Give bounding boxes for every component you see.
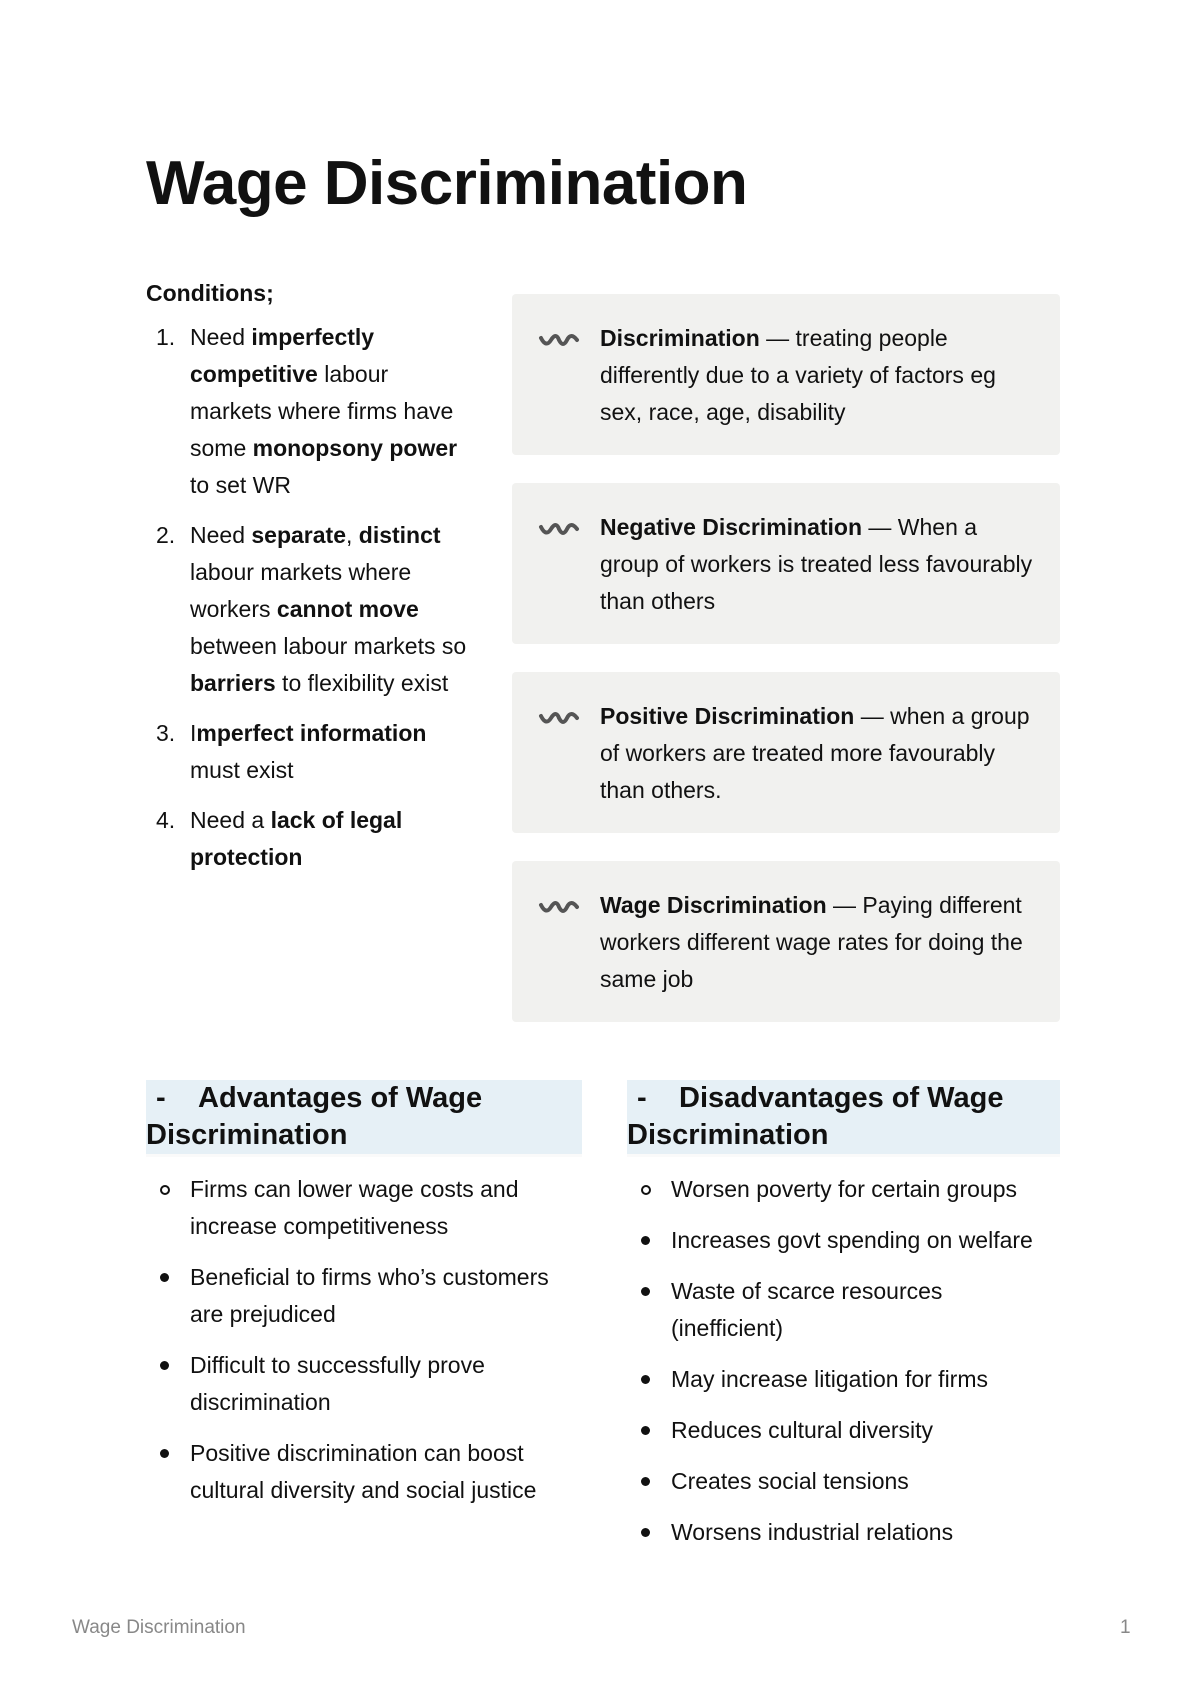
disadvantages-section [627,1080,1060,1565]
callout-term: Negative Discrimination [600,514,863,540]
callout-negative-discrimination [512,483,1060,644]
callout-wage-discrimination [512,861,1060,1022]
condition-emphasis: separate [251,522,346,548]
condition-text: to flexibility exist [275,670,449,696]
list-item: Beneficial to firms who’s customers are prejudiced [146,1259,582,1333]
list-item: Difficult to successfully prove discrimination [146,1347,582,1421]
wave-icon [538,897,580,917]
callout-term: Discrimination [600,325,760,351]
condition-text: Need [190,324,252,350]
footer-page-number: 1 [1120,1617,1131,1638]
condition-emphasis: barriers [190,670,276,696]
list-item: May increase litigation for firms [627,1361,1060,1398]
callout-positive-discrimination [512,672,1060,833]
callout-text: — when a group of workers are treated more favourably than others. [600,703,1030,803]
condition-text: to set WR [190,472,291,498]
condition-item [146,802,476,876]
callout-text: — treating people differently due to a variety of factors eg sex, race, age, disability [600,325,996,425]
list-item: Worsens industrial relations [627,1514,1060,1551]
footer-doc-title: Wage Discrimination [72,1617,246,1638]
wave-icon [538,708,580,728]
list-item: Reduces cultural diversity [627,1412,1060,1449]
callout-text: — When a group of workers is treated less favourably than others [600,514,1033,614]
condition-number: 3. [156,720,176,746]
list-item: Firms can lower wage costs and increase competitiveness [146,1171,582,1245]
list-item: Waste of scarce resources (inefficient) [627,1273,1060,1347]
conditions-heading: Conditions; [146,280,274,306]
condition-emphasis: imperfectly competitive [190,324,375,387]
condition-item [146,319,476,504]
condition-text: labour markets where firms have some [190,361,454,461]
callout-text: — Paying different workers different wage rates for doing the same job [600,892,1023,992]
condition-item [146,517,476,702]
wave-icon [538,519,580,539]
heading-dash: - [156,1082,166,1114]
condition-number: 4. [156,807,176,833]
condition-number: 1. [156,324,176,350]
condition-emphasis: distinct [358,522,441,548]
disadvantages-list [627,1171,1060,1551]
heading-dash: - [637,1082,647,1114]
wave-icon [538,330,580,350]
condition-text: Need a [190,807,271,833]
condition-text: , [346,522,359,548]
condition-text: Need [190,522,252,548]
callout-term: Wage Discrimination [600,892,827,918]
condition-emphasis: cannot move [276,596,419,622]
condition-number: 2. [156,522,176,548]
condition-item [146,715,476,789]
condition-emphasis: monopsony power [252,435,458,461]
condition-text: between labour markets so [190,633,467,659]
condition-text: labour markets where workers [190,559,412,622]
condition-text: I [190,720,197,746]
page-title: Wage Discrimination [146,149,748,218]
list-item: Worsen poverty for certain groups [627,1171,1060,1208]
condition-emphasis: mperfect information [196,720,427,746]
advantages-heading-text: Advantages of Wage Discrimination [146,1082,483,1151]
callout-term: Positive Discrimination [600,703,855,729]
condition-text: must exist [190,757,294,783]
list-item: Creates social tensions [627,1463,1060,1500]
advantages-heading [146,1080,582,1157]
conditions-section [146,280,476,889]
condition-emphasis: lack of legal protection [190,807,403,870]
list-item: Positive discrimination can boost cultural diversity and social justice [146,1435,582,1509]
callout-discrimination [512,294,1060,455]
conditions-list [146,319,476,876]
disadvantages-heading [627,1080,1060,1157]
advantages-list [146,1171,582,1509]
disadvantages-heading-text: Disadvantages of Wage Discrimination [627,1082,1004,1151]
list-item: Increases govt spending on welfare [627,1222,1060,1259]
advantages-section [146,1080,582,1523]
